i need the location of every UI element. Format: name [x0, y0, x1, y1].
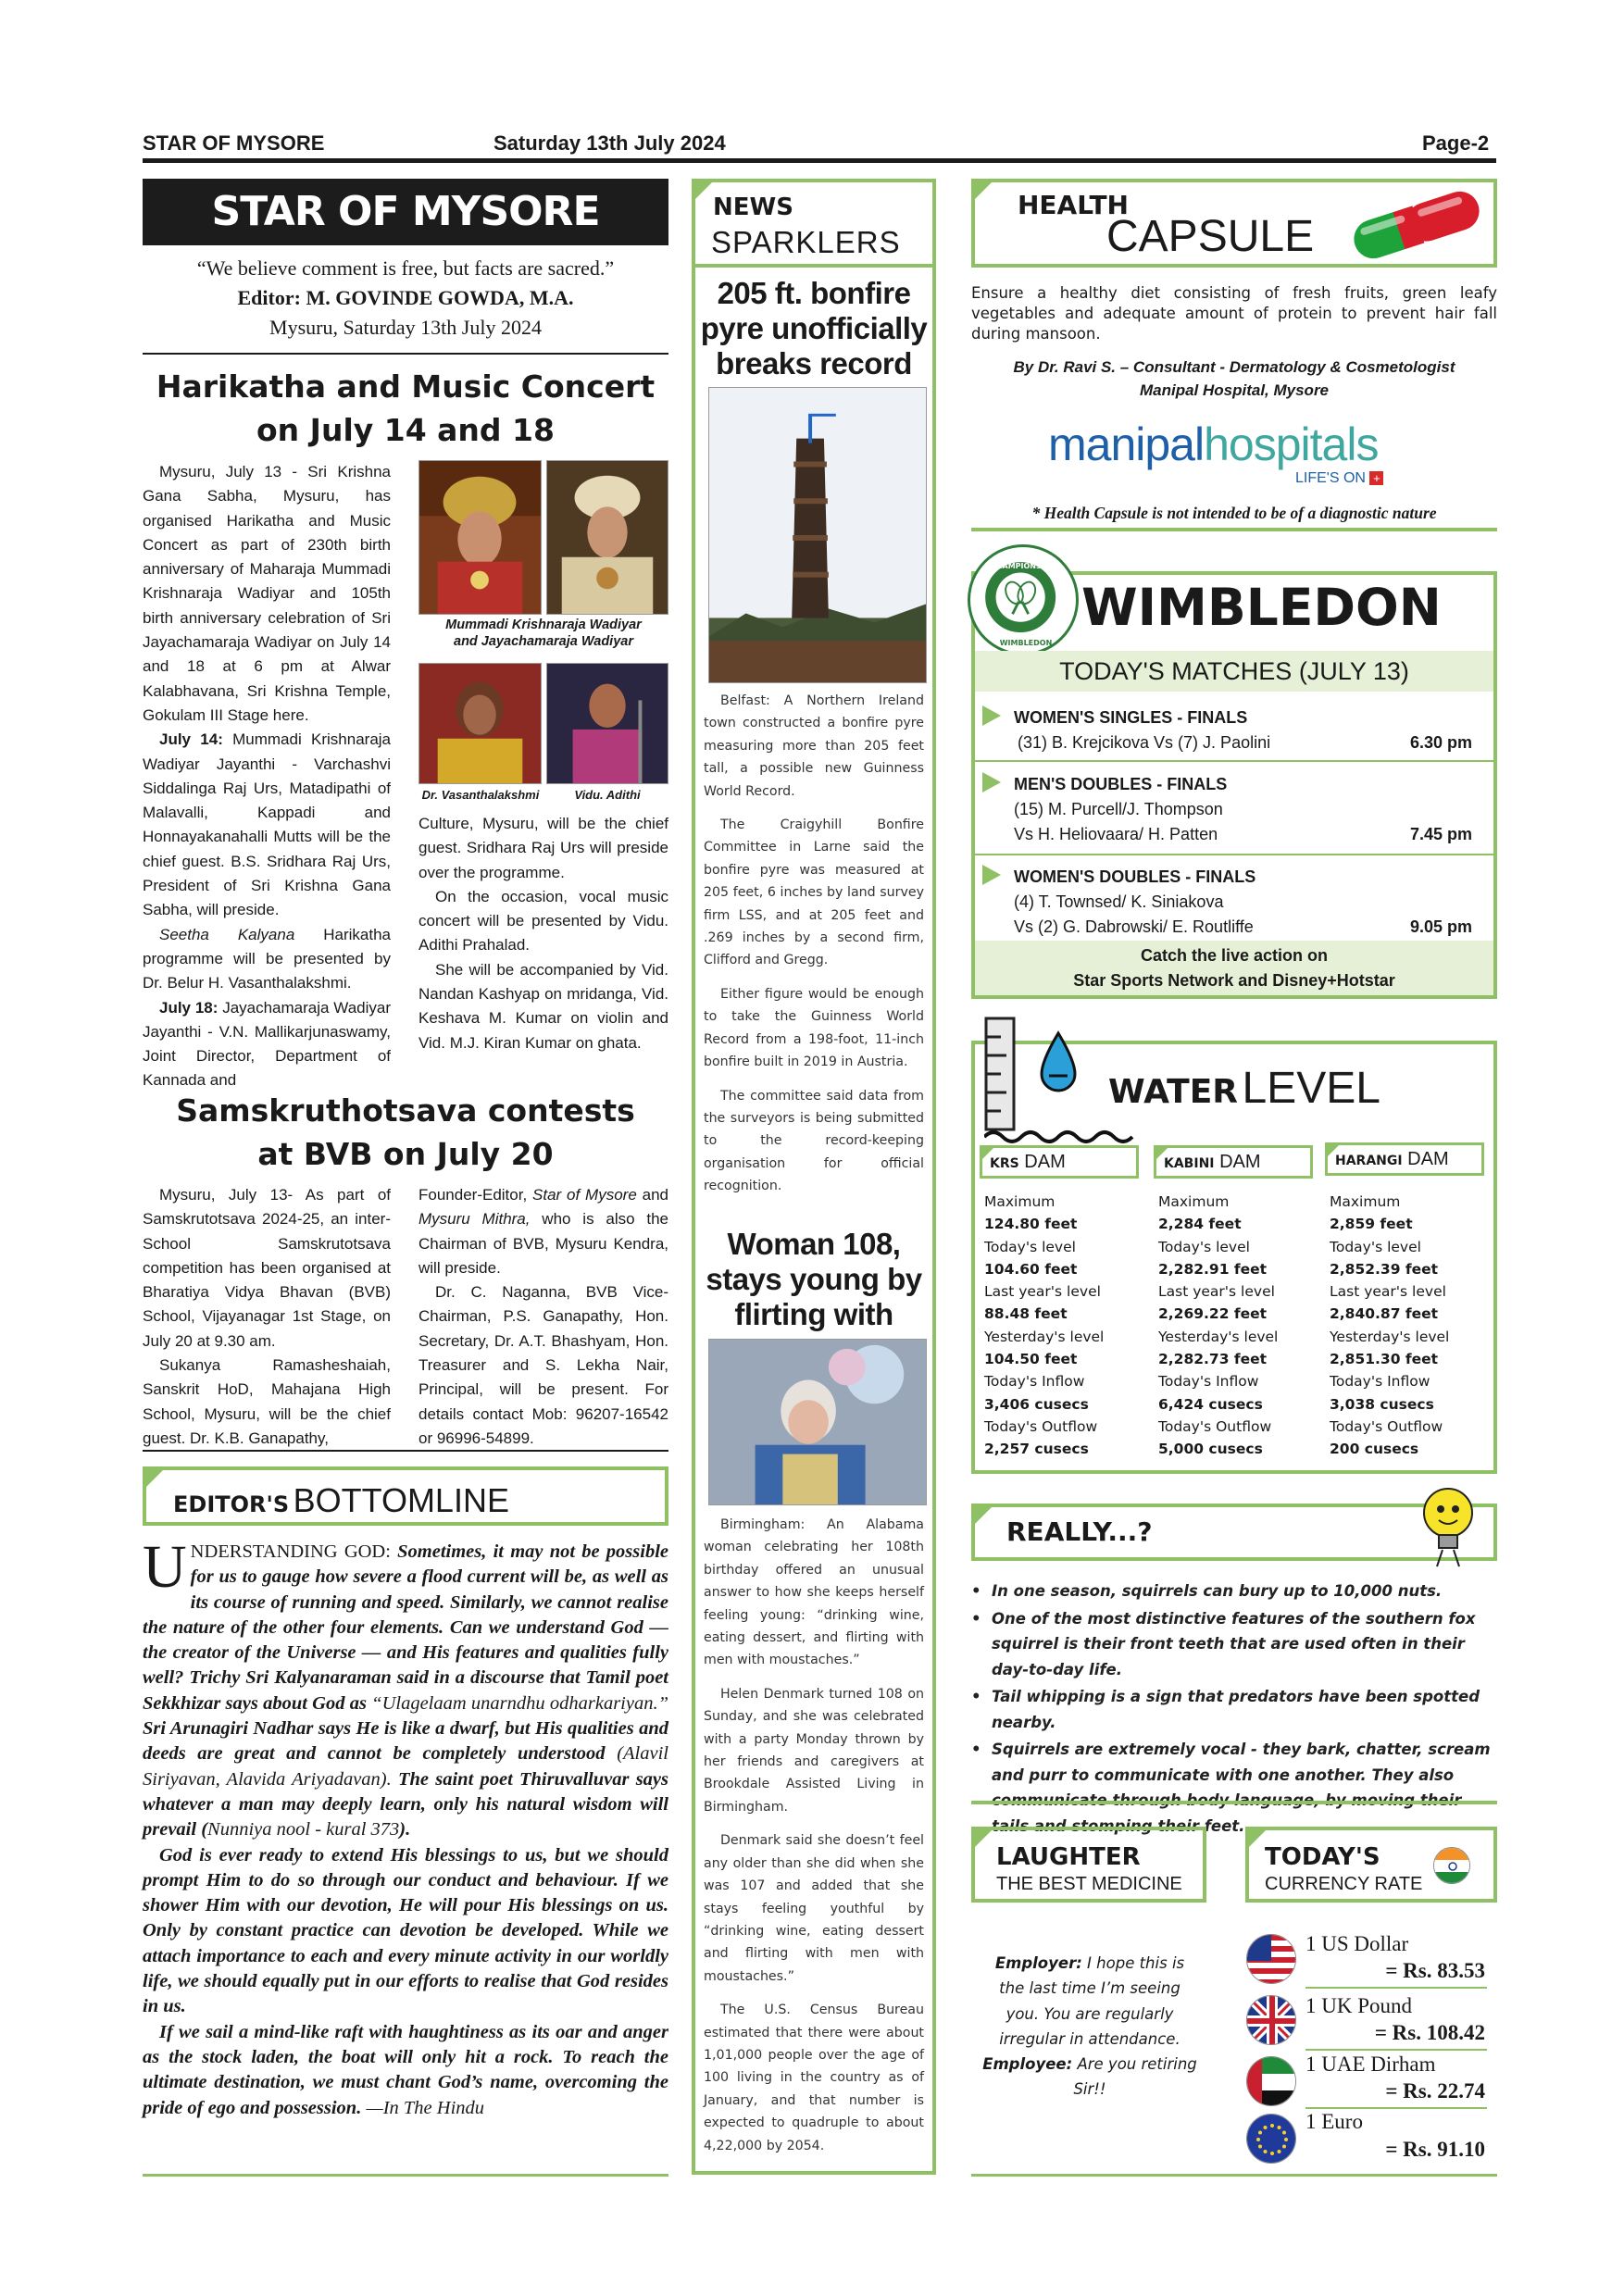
water-level-title — [1108, 1063, 1380, 1114]
currency-euro-name: 1 Euro — [1305, 2110, 1363, 2133]
woman-108-headline-1: Woman 108, — [727, 1227, 901, 1261]
woman-108-p2: Helen Denmark turned 108 on Sunday, and she was celebrated with a party Monday thrown by her friends and caregivers at Brookdale Assisted Living in Birmingham. — [704, 1686, 924, 1815]
krs-dam-readings — [984, 1191, 1151, 1461]
wimbledon-match-1-event: WOMEN'S SINGLES - FINALS — [1014, 708, 1248, 727]
harangi-dam-short: HARANGI — [1335, 1154, 1403, 1168]
krs-dam-tab-corner — [980, 1145, 996, 1162]
manipal-logo-word1: manipal — [1048, 418, 1205, 470]
harikatha-p2 — [143, 728, 391, 922]
health-capsule-tab — [971, 179, 995, 203]
header-date: Saturday 13th July 2024 — [493, 131, 726, 155]
kabini-today-label: Today's level — [1158, 1238, 1250, 1255]
harikatha-caption-1b: and Jayachamaraja Wadiyar — [454, 634, 633, 649]
laughter-employer-line — [981, 1951, 1199, 2052]
health-capsule-title-light: CAPSULE — [1106, 212, 1315, 261]
laughter-employee-label: Employee: — [982, 2055, 1073, 2074]
krs-inflow-label: Today's Inflow — [984, 1373, 1085, 1391]
editors-bottomline-quote1: “Ulagelaam unarndhu odharkariyan.” — [371, 1692, 668, 1714]
editors-bottomline-text3: The saint poet Thiruvalluvar says whatever a man may deeply learn, only his natural wisdom will prevail ( — [143, 1768, 668, 1841]
harikatha-caption-2a: Dr. Vasanthalakshmi — [421, 788, 540, 802]
harikatha-p3 — [143, 923, 391, 996]
editors-bottomline-text2: Sri Arunagiri Nadhar says He is like a dwarf, but His qualities and deeds are great and cannot be completely understood — [143, 1718, 668, 1765]
kabini-outflow-label: Today's Outflow — [1158, 1417, 1272, 1435]
kabini-dam-tab — [1154, 1145, 1313, 1179]
krs-yesterday-value: 104.50 feet — [984, 1351, 1078, 1368]
wimbledon-match-3-line1: (4) T. Townsed/ K. Siniakova — [1014, 892, 1224, 911]
editors-bottomline-para3 — [143, 2020, 668, 2121]
harangi-outflow-value: 200 cusecs — [1330, 1441, 1419, 1458]
woman-108-p3: Denmark said she doesn’t feel any older than she did when she was 107 and added that she stays feeling youthful by “drinking wine, eating dessert and flirting with men with moustaches.” — [704, 1833, 924, 1984]
laughter-employee-line — [981, 2052, 1199, 2103]
masthead-motto: “We believe comment is free, but facts are sacred.” — [196, 256, 615, 280]
harangi-inflow-label: Today's Inflow — [1330, 1373, 1430, 1391]
harikatha-caption-2b: Vidu. Adithi — [574, 788, 641, 802]
plus-icon: + — [1369, 471, 1383, 485]
samskruthi-p4: Dr. C. Naganna, BVB Vice-Chairman, P.S. Ganapathy, Hon. Secretary, Dr. A.T. Bhashyam, Hon. Treasurer and S. Lekha Nair, Principal, will be present. For details contact Mob: 96207-16542 or 96996-54899. — [418, 1283, 668, 1447]
masthead-rule — [143, 353, 668, 355]
harikatha-headline-line2: on July 14 and 18 — [256, 412, 555, 448]
lightbulb-icon — [1415, 1483, 1481, 1568]
krs-last-year-value: 88.48 feet — [984, 1305, 1068, 1323]
health-capsule-disclaimer: * Health Capsule is not intended to be of a diagnostic nature — [1031, 504, 1437, 522]
laughter-employee-text: Are you retiring Sir!! — [1072, 2055, 1197, 2099]
kabini-dam-label: DAM — [1219, 1152, 1261, 1172]
wimbledon-match-3-line2: Vs (2) G. Dabrowski/ E. Routliffe — [1014, 917, 1254, 936]
wimbledon-divider — [975, 854, 1493, 855]
wimbledon-match-1-time: 6.30 pm — [1410, 733, 1473, 752]
photo-dr-vasanthalakshmi — [418, 663, 542, 784]
header-rule — [143, 158, 1496, 163]
harangi-inflow-value: 3,038 cusecs — [1330, 1395, 1434, 1413]
wimbledon-match-2 — [975, 768, 1493, 859]
really-fact-4: • Squirrels are extremely vocal - they bark, chatter, scream and purr to communicate with one another. They also tails and stomping their feet. — [971, 1737, 1497, 1839]
masthead-editor: Editor: M. GOVINDE GOWDA, M.A. — [237, 286, 574, 309]
samskruthi-rule — [143, 1450, 668, 1452]
wimbledon-footer-2: Star Sports Network and Disney+Hotstar — [1073, 971, 1395, 990]
india-flag-icon — [1433, 1847, 1470, 1884]
harikatha-col2 — [418, 812, 668, 1055]
wimbledon-divider — [975, 760, 1493, 762]
harikatha-p3-lead: Seetha Kalyana — [159, 925, 295, 943]
harikatha-p7: She will be accompanied by Vid. Nandan Kashyap on mridanga, Vid. Keshava M. Kumar on violin and Vid. M.J. Kiran Kumar on ghata. — [418, 960, 668, 1052]
harikatha-p4-lead: July 18: — [159, 998, 219, 1017]
samskruthi-p2: Sukanya Ramasheshaiah, Sanskrit HoD, Mahajana High School, Mysuru, will be the chief guest. Dr. K.B. Ganapathy, — [143, 1356, 391, 1447]
krs-maximum-value: 124.80 feet — [984, 1216, 1078, 1233]
harangi-maximum-value: 2,859 feet — [1330, 1216, 1413, 1233]
kabini-dam-tab-corner — [1154, 1145, 1170, 1162]
health-capsule-text: Ensure a healthy diet consisting of fresh fruits, green leafy vegetables and adequate amount of protein to prevent hair fall during mansoon. — [971, 284, 1497, 343]
woman-108-p4: The U.S. Census Bureau estimated that there were about 1,01,000 people over the age of 100 living in the country as of January, and that number is expected to quadruple to about 4,22,000 by 2054. — [704, 2003, 924, 2153]
editors-bottomline-para2: God is ever ready to extend His blessings to us, but we should prompt Him to do so through our conduct and behaviour. If we shower Him with our devotion, He will pour His blessings on us. Only by constant practice can devotion be developed. While we attach importance to each and every minute activity in our worldly life, we should equally put in our efforts to realise that God resides in us. — [143, 1844, 668, 2017]
harikatha-headline — [143, 365, 668, 452]
woman-108-p1: Birmingham: An Alabama woman celebrating her 108th birthday offered an unusual answer to how she keeps herself feeling young: “drinking wine, eating dessert, and flirting with men with moustaches.” — [704, 1517, 924, 1668]
news-sparklers-title-light: SPARKLERS — [711, 225, 901, 259]
laughter-employer-text: I hope this is the last time I’m seeing you. You are regularly irregular in attendance. — [999, 1954, 1185, 2048]
krs-outflow-label: Today's Outflow — [984, 1417, 1098, 1435]
samskruthi-headline-line2: at BVB on July 20 — [257, 1136, 554, 1172]
bonfire-headline-1: 205 ft. bonfire — [717, 276, 911, 310]
header-paper-name: STAR OF MYSORE — [143, 131, 325, 155]
kabini-yesterday-value: 2,282.73 feet — [1158, 1351, 1268, 1368]
editors-bottomline-text1: Sometimes, it may not be possible for us to gauge how severe a flood current will be, as well as its course of running and speed. Similarly, we cannot realise the nature of the other four elements. Can we understand God — the creator of the Universe — and His features and qualities fully well? Trichy Sri Kalyanaraman said in a discourse that Tamil poet Sekkhizar says about God as — [143, 1541, 669, 1714]
bonfire-headline-2: pyre unofficially — [700, 311, 928, 345]
wimbledon-match-1 — [975, 702, 1493, 767]
bonfire-headline — [700, 276, 928, 381]
photo-jayachamaraja-wadiyar — [546, 460, 668, 615]
triangle-bullet-icon — [982, 772, 1001, 792]
manipal-logo-word2: hospitals — [1204, 418, 1379, 470]
wimbledon-subtitle: TODAY'S MATCHES (JULY 13) — [975, 651, 1493, 692]
laughter-title-bold: LAUGHTER — [996, 1843, 1141, 1871]
water-level-title-light: LEVEL — [1242, 1064, 1380, 1113]
krs-dam-short: KRS — [990, 1156, 1019, 1171]
bonfire-p2: The Craigyhill Bonfire Committee in Larne said the bonfire pyre was measured at 205 feet, 6 inches by land survey firm LSS, and at 205 feet and .269 inches by a second firm, Clifford and Gregg. — [704, 817, 924, 968]
woman-108-headline-3: flirting with — [734, 1297, 893, 1331]
editors-bottomline-para1 — [143, 1533, 669, 1843]
kabini-dam-short: KABINI — [1164, 1156, 1215, 1171]
wimbledon-badge-top-text: THE CHAMPIONSHIPS — [990, 554, 1062, 570]
currency-uae-value: = Rs. 22.74 — [1385, 2079, 1485, 2103]
health-capsule-byline-1: By Dr. Ravi S. – Consultant - Dermatology & Cosmetologist — [1013, 358, 1455, 376]
krs-dam-label: DAM — [1024, 1152, 1066, 1172]
health-capsule-byline — [971, 356, 1497, 402]
bonfire-headline-3: breaks record — [716, 346, 912, 381]
krs-yesterday-label: Yesterday's level — [984, 1328, 1105, 1345]
uk-flag-icon — [1246, 1995, 1296, 2045]
eu-flag-icon — [1246, 2114, 1296, 2164]
health-capsule-byline-2: Manipal Hospital, Mysore — [1139, 381, 1330, 399]
harikatha-caption-1 — [418, 617, 668, 650]
wimbledon-match-1-line1: (31) B. Krejcikova Vs (7) J. Paolini — [1018, 733, 1271, 752]
laughter-joke — [981, 1951, 1199, 2103]
harangi-dam-label: DAM — [1407, 1149, 1449, 1169]
currency-title-bold: TODAY'S — [1265, 1843, 1380, 1871]
masthead-dateline: Mysuru, Saturday 13th July 2024 — [269, 316, 542, 339]
harikatha-p6: On the occasion, vocal music concert will be presented by Vidu. Adithi Prahalad. — [418, 887, 668, 955]
water-level-title-bold: WATER — [1108, 1073, 1239, 1111]
harangi-last-year-label: Last year's level — [1330, 1283, 1446, 1301]
laughter-tab — [971, 1827, 995, 1851]
harangi-dam-tab — [1325, 1142, 1484, 1176]
masthead-info — [143, 254, 668, 343]
editors-bottomline-title — [173, 1481, 509, 1520]
harikatha-headline-line1: Harikatha and Music Concert — [156, 368, 656, 405]
samskruthi-p3d: Mysuru Mithra, — [418, 1210, 531, 1229]
harikatha-p3-text: Harikatha programme will be presented by Dr. Belur H. Vasanthalakshmi. — [143, 925, 391, 992]
harangi-maximum-label: Maximum — [1330, 1193, 1401, 1210]
harikatha-p4-text: Jayachamaraja Wadiyar Jayanthi - V.N. Mallikarjunaswamy, Joint Director, Department of Kannada and — [143, 998, 391, 1090]
editors-bottomline-quote2: (Alavil Siriyavan, Alavida Ariyadavan). — [143, 1743, 668, 1790]
currency-us-name: 1 US Dollar — [1305, 1932, 1409, 1955]
masthead-title: STAR OF MYSORE — [143, 179, 668, 245]
photo-helen-denmark — [708, 1339, 927, 1505]
wimbledon-match-2-line1: (15) M. Purcell/J. Thompson — [1014, 800, 1223, 818]
currency-title-light: CURRENCY RATE — [1265, 1874, 1423, 1894]
bonfire-body — [704, 690, 924, 1209]
currency-uae-name: 1 UAE Dirham — [1305, 2053, 1436, 2076]
really-title: REALLY...? — [1006, 1516, 1153, 1547]
wimbledon-badge-bottom-text: WIMBLEDON — [999, 639, 1053, 647]
editors-bottomline-quote3: Nunniya nool - kural 373 — [207, 1819, 400, 1841]
kabini-outflow-value: 5,000 cusecs — [1158, 1441, 1263, 1458]
samskruthi-headline — [143, 1089, 668, 1176]
samskruthi-p3e: who is also the Chairman of BVB, Mysuru Kendra, will preside. — [418, 1210, 668, 1277]
uae-flag-icon — [1246, 2056, 1296, 2106]
woman-108-headline-2: stays young by — [706, 1262, 922, 1296]
currency-uk-name: 1 UK Pound — [1305, 1994, 1413, 2017]
editors-bottomline-para3-text: If we sail a mind-like raft with haughtiness as its oar and anger as the stock laden, the boat will only hit a rock. To reach the ultimate destination, we must chant God’s name, overcoming the pride of ego and possession. — [143, 2021, 668, 2118]
samskruthi-p3a: Founder-Editor, — [418, 1186, 533, 1204]
harikatha-p5: Culture, Mysuru, will be the chief guest. Sridhara Raj Urs will preside over the programme. — [418, 815, 668, 881]
health-capsule-bottom-rule — [971, 528, 1497, 531]
triangle-bullet-icon — [982, 705, 1001, 726]
editors-bottomline-lead-caps: NDERSTANDING GOD: — [190, 1541, 391, 1562]
us-flag-icon — [1246, 1934, 1296, 1984]
photo-bonfire-pyre — [708, 387, 927, 683]
harangi-outflow-label: Today's Outflow — [1330, 1417, 1443, 1435]
samskruthi-p1: Mysuru, July 13- As part of Samskrutotsava 2024-25, an inter-School Samskrutotsava competition has been organised at Bharatiya Vidya Bhavan (BVB) School, Vijayanagar 1st Stage, on July 20 at 9.30 am. — [143, 1186, 391, 1350]
photo-mummadi-krishnaraja-wadiyar — [418, 460, 542, 615]
really-fact-1: • In one season, squirrels can bury up to 10,000 nuts. — [971, 1578, 1497, 1604]
harangi-dam-tab-corner — [1325, 1142, 1342, 1159]
wimbledon-match-2-line2: Vs H. Heliovaara/ H. Patten — [1014, 825, 1218, 843]
left-bottom-rule — [143, 2174, 668, 2177]
krs-last-year-label: Last year's level — [984, 1283, 1101, 1301]
samskruthi-col2 — [418, 1183, 668, 1451]
currency-divider — [1305, 1987, 1487, 1989]
editors-bottomline-title-bold: EDITOR'S — [173, 1491, 290, 1517]
editors-bottomline-text4: ). — [399, 1819, 411, 1841]
editors-bottomline-drop-cap: U — [143, 1533, 187, 1601]
editors-bottomline-title-light: BOTTOMLINE — [293, 1481, 509, 1519]
samskruthi-col1 — [143, 1183, 391, 1451]
harikatha-caption-1a: Mummadi Krishnaraja Wadiyar — [445, 618, 642, 632]
manipal-logo-tag-text: LIFE'S ON — [1295, 470, 1366, 486]
kabini-maximum-value: 2,284 feet — [1158, 1216, 1242, 1233]
krs-inflow-value: 3,406 cusecs — [984, 1395, 1089, 1413]
wimbledon-match-2-event: MEN'S DOUBLES - FINALS — [1014, 775, 1228, 793]
harangi-dam-readings — [1330, 1191, 1496, 1461]
currency-euro-value: = Rs. 91.10 — [1385, 2138, 1485, 2161]
kabini-yesterday-label: Yesterday's level — [1158, 1328, 1279, 1345]
harangi-today-value: 2,852.39 feet — [1330, 1260, 1439, 1278]
harangi-today-label: Today's level — [1330, 1238, 1421, 1255]
kabini-dam-readings — [1158, 1191, 1325, 1461]
wimbledon-title: WIMBLEDON — [1081, 578, 1442, 637]
samskruthi-p3b: Star of Mysore — [532, 1186, 637, 1204]
bonfire-p1: Belfast: A Northern Ireland town constructed a bonfire pyre measuring more than 205 feet tall, a possible new Guinness World Record. — [704, 693, 924, 799]
bonfire-p3: Either figure would be enough to take the Guinness World Record from a 198-foot, 11-inch bonfire built in 2019 in Austria. — [704, 986, 924, 1070]
krs-maximum-label: Maximum — [984, 1193, 1056, 1210]
bonfire-p4: The committee said data from the surveyors is being submitted to the record-keeping organisation for official recognition. — [704, 1088, 924, 1194]
wimbledon-match-2-time: 7.45 pm — [1410, 825, 1473, 843]
health-capsule-title-bold: HEALTH — [1018, 190, 1129, 220]
editors-bottomline-body — [143, 1533, 669, 2121]
kabini-last-year-value: 2,269.22 feet — [1158, 1305, 1268, 1323]
header-page-number: Page-2 — [1422, 131, 1490, 155]
wimbledon-match-3-event: WOMEN'S DOUBLES - FINALS — [1014, 867, 1256, 886]
krs-today-label: Today's level — [984, 1238, 1076, 1255]
laughter-title-light: THE BEST MEDICINE — [996, 1874, 1182, 1894]
harikatha-p4 — [143, 996, 391, 1093]
wimbledon-match-3-time: 9.05 pm — [1410, 917, 1473, 936]
editors-bottomline-source: —In The Hindu — [361, 2097, 485, 2118]
krs-outflow-value: 2,257 cusecs — [984, 1441, 1089, 1458]
editors-bottomline-tab — [143, 1466, 167, 1491]
krs-today-value: 104.60 feet — [984, 1260, 1078, 1278]
samskruthi-p3 — [418, 1183, 668, 1280]
capsule-pill-icon — [1343, 185, 1491, 265]
really-fact-2: • One of the most distinctive features of the southern fox squirrel is their front teeth that are used often in their day-to-day life. — [971, 1606, 1497, 1683]
kabini-today-value: 2,282.91 feet — [1158, 1260, 1268, 1278]
samskruthi-p3c: and — [636, 1186, 668, 1204]
kabini-inflow-value: 6,424 cusecs — [1158, 1395, 1263, 1413]
kabini-last-year-label: Last year's level — [1158, 1283, 1275, 1301]
really-bottom-rule — [971, 1801, 1497, 1804]
currency-divider — [1305, 2049, 1487, 2051]
photo-vidu-adithi — [546, 663, 668, 784]
manipal-logo-tag — [1295, 470, 1383, 487]
harikatha-p2-lead: July 14: — [159, 730, 223, 749]
kabini-maximum-label: Maximum — [1158, 1193, 1230, 1210]
samskruthi-headline-line1: Samskruthotsava contests — [176, 1092, 635, 1129]
really-tab — [971, 1504, 995, 1528]
really-fact-3: • Tail whipping is a sign that predators have been spotted nearby. — [971, 1684, 1497, 1735]
harikatha-col1 — [143, 460, 391, 1093]
currency-rates — [1244, 1932, 1487, 2187]
manipal-hospitals-logo — [1048, 418, 1378, 471]
laughter-employer-label: Employer: — [994, 1954, 1082, 1972]
wimbledon-match-3 — [975, 861, 1493, 952]
right-bottom-rule — [971, 2174, 1497, 2177]
harangi-yesterday-value: 2,851.30 feet — [1330, 1351, 1439, 1368]
krs-dam-tab — [980, 1145, 1139, 1179]
currency-divider — [1305, 2107, 1487, 2109]
triangle-bullet-icon — [982, 865, 1001, 885]
harikatha-p1: Mysuru, July 13 - Sri Krishna Gana Sabha, Mysuru, has organised Harikatha and Music Concert as part of 230th birth anniversary of Maharaja Mummadi Krishnaraja Wadiyar and 105th birth anniversary celebration of Sri Jayachamaraja Wadiyar on July 14 and 18 at 6 pm at Alwar Kalabhavana, Sri Krishna Temple, Gokulam III Stage here. — [143, 463, 391, 724]
harikatha-p2-text: Mummadi Krishnaraja Wadiyar Jayanthi - Varchashvi Siddalinga Raj Urs, Matadipathi of Malavalli, Kappadi and Honnayakanahalli Mutts will be the chief guest. B.S. Sridhara Raj Urs, President of Sri Krishna Gana Sabha, will preside. — [143, 730, 392, 919]
wimbledon-footer — [975, 941, 1493, 995]
harangi-yesterday-label: Yesterday's level — [1330, 1328, 1450, 1345]
wimbledon-footer-1: Catch the live action on — [1140, 946, 1329, 965]
woman-108-body — [704, 1514, 924, 2168]
kabini-inflow-label: Today's Inflow — [1158, 1373, 1259, 1391]
currency-uk-value: = Rs. 108.42 — [1374, 2021, 1485, 2044]
currency-us-value: = Rs. 83.53 — [1385, 1959, 1485, 1982]
news-sparklers-title-bold: NEWS — [713, 193, 793, 221]
harangi-last-year-value: 2,840.87 feet — [1330, 1305, 1439, 1323]
